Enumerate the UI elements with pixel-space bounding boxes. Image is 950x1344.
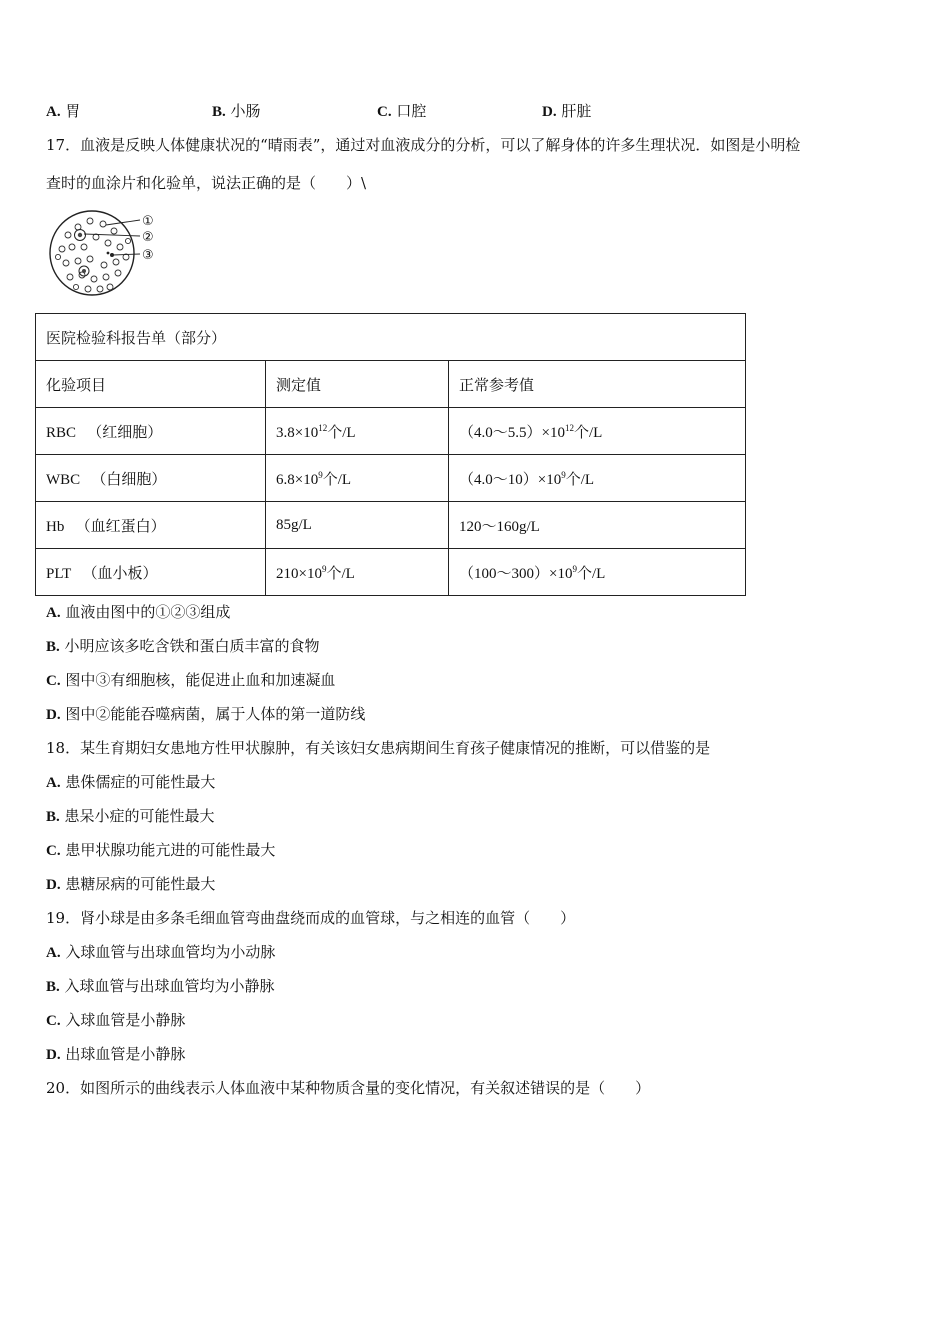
figure-label-1: ① [142,214,154,229]
reference-cell: $(4.0\sim 10)\times 10^9$个/L [449,455,746,502]
lab-report-table [35,313,746,596]
q18-option-c: C. 患甲状腺功能亢进的可能性最大 [46,841,276,859]
item-cell: RBC （红细胞） [36,408,266,455]
blood-smear-figure [48,207,168,299]
q16-option-c: C. 口腔 [377,102,427,120]
q19-option-c: C. 入球血管是小静脉 [46,1011,186,1029]
reference-cell: $(100\sim 300)\times 10^9$个/L [449,549,746,596]
q16-option-a: A. 胃 [46,102,81,120]
table-row [36,549,746,596]
q19-option-a: A. 入球血管与出球血管均为小动脉 [46,943,276,961]
figure-label-3: ③ [142,248,154,263]
q16-option-d: D. 肝脏 [542,102,592,120]
value-cell: $6.8\times 10^9$个/L [266,455,449,502]
q18-stem: 18．某生育期妇女患地方性甲状腺肿，有关该妇女患病期间生育孩子健康情况的推断，可以借鉴的是 [46,739,711,757]
q19-option-d: D. 出球血管是小静脉 [46,1045,186,1063]
q17-option-a: A. 血液由图中的①②③组成 [46,603,231,621]
q20-stem: 20．如图所示的曲线表示人体血液中某种物质含量的变化情况，有关叙述错误的是（ ） [46,1079,651,1097]
value-cell: $210\times 10^9$个/L [266,549,449,596]
q16-option-b: B. 小肠 [212,102,261,120]
table-row [36,502,746,549]
q18-option-d: D. 患糖尿病的可能性最大 [46,875,216,893]
q19-stem: 19．肾小球是由多条毛细血管弯曲盘绕而成的血管球，与之相连的血管（ ） [46,909,576,927]
q17-stem-line2: 查时的血涂片和化验单，说法正确的是（ ）\ [46,174,367,192]
header-item: 化验项目 [36,361,266,408]
q17-option-d: D. 图中②能能吞噬病菌，属于人体的第一道防线 [46,705,366,723]
header-reference: 正常参考值 [449,361,746,408]
q16-options [46,101,746,121]
reference-cell: $(4.0\sim 5.5)\times 10^{12}$个/L [449,408,746,455]
q17-option-b: B. 小明应该多吃含铁和蛋白质丰富的食物 [46,637,320,655]
header-value: 测定值 [266,361,449,408]
q18-option-b: B. 患呆小症的可能性最大 [46,807,215,825]
value-cell: $3.8\times 10^{12}$个/L [266,408,449,455]
item-cell: WBC （白细胞） [36,455,266,502]
table-header-row [36,361,746,408]
value-cell: 85g/L [266,502,449,549]
table-row [36,408,746,455]
reference-cell: 120～160g/L [449,502,746,549]
q19-option-b: B. 入球血管与出球血管均为小静脉 [46,977,275,995]
table-title: 医院检验科报告单（部分） [36,314,746,361]
figure-label-2: ② [142,230,154,245]
q17-stem-line1: 17．血液是反映人体健康状况的“晴雨表”，通过对血液成分的分析，可以了解身体的许多生理状况．如图是小明检 [46,136,801,154]
table-row [36,455,746,502]
table-title-row [36,314,746,361]
q18-option-a: A. 患侏儒症的可能性最大 [46,773,216,791]
item-cell: Hb （血红蛋白） [36,502,266,549]
item-cell: PLT （血小板） [36,549,266,596]
q17-option-c: C. 图中③有细胞核，能促进止血和加速凝血 [46,671,336,689]
